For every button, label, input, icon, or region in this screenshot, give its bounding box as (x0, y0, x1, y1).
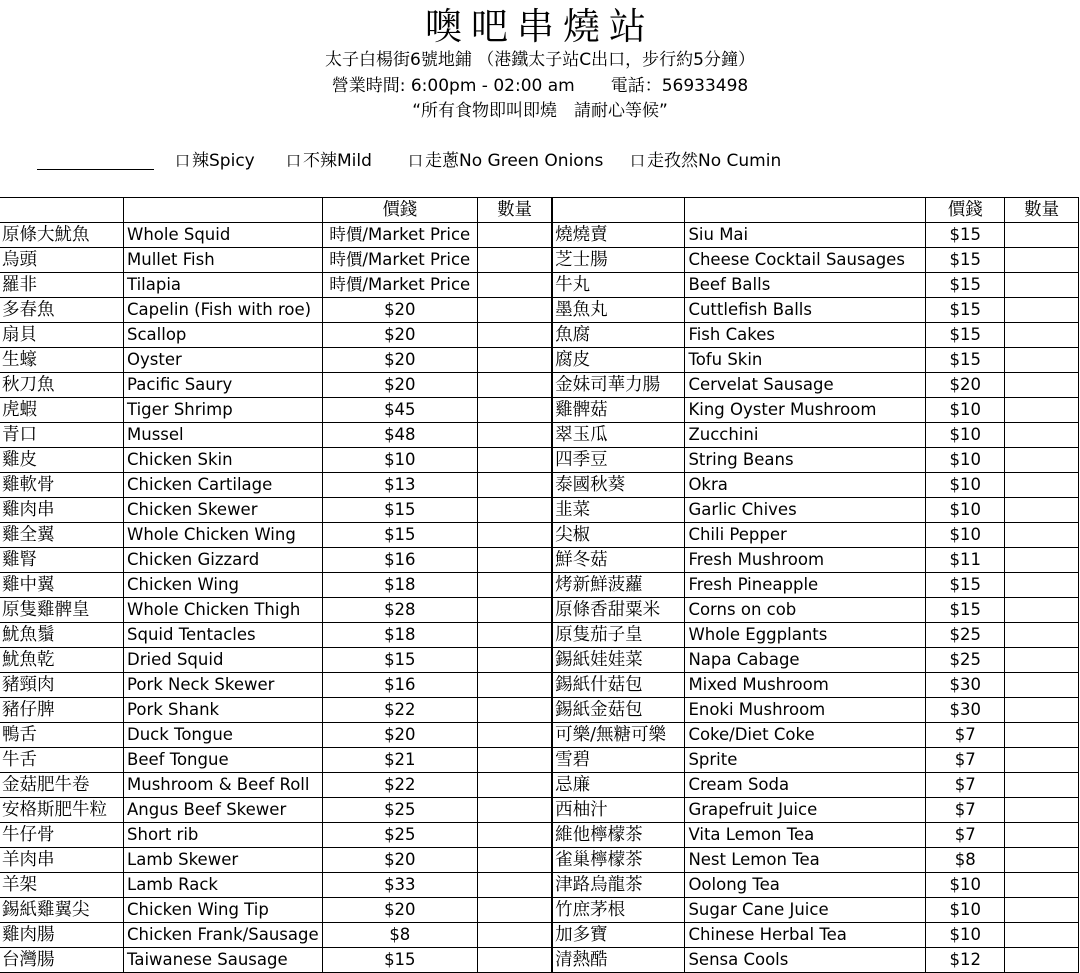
table-header-row (0, 198, 1079, 223)
table-row (0, 223, 1079, 248)
item-name-en: String Beans (685, 448, 926, 473)
item-name-en: Lamb Rack (124, 873, 323, 898)
item-name-zh: 魷魚鬚 (0, 623, 124, 648)
item-name-en: Sprite (685, 748, 926, 773)
quantity-cell[interactable] (1005, 673, 1079, 698)
quantity-cell[interactable] (478, 948, 553, 973)
item-name-en: Chicken Skewer (124, 498, 323, 523)
item-name-en: Oolong Tea (685, 873, 926, 898)
quantity-cell[interactable] (1005, 248, 1079, 273)
item-price: $12 (926, 948, 1005, 973)
quantity-cell[interactable] (478, 448, 553, 473)
notice-line: “所有食物即叫即燒 請耐心等候” (412, 101, 668, 121)
item-name-en: Duck Tongue (124, 723, 323, 748)
item-name-zh: 鮮冬菇 (552, 548, 685, 573)
item-name-en: Fresh Mushroom (685, 548, 926, 573)
item-name-zh: 烏頭 (0, 248, 124, 273)
item-name-zh: 金妹司華力腸 (552, 373, 685, 398)
item-price: $7 (926, 823, 1005, 848)
table-row (0, 398, 1079, 423)
price-header: 價錢 (926, 198, 1005, 223)
table-row (0, 573, 1079, 598)
item-name-zh: 雞皮 (0, 448, 124, 473)
item-name-zh: 金菇肥牛卷 (0, 773, 124, 798)
table-row (0, 898, 1079, 923)
quantity-cell[interactable] (1005, 648, 1079, 673)
item-name-zh: 雞中翼 (0, 573, 124, 598)
quantity-cell[interactable] (478, 848, 553, 873)
table-row (0, 298, 1079, 323)
quantity-cell[interactable] (478, 898, 553, 923)
item-name-zh: 西柚汁 (552, 798, 685, 823)
quantity-cell[interactable] (478, 223, 553, 248)
quantity-cell[interactable] (1005, 723, 1079, 748)
contact-line (0, 75, 1080, 97)
item-price: $15 (926, 248, 1005, 273)
table-row (0, 373, 1079, 398)
item-price: $15 (926, 273, 1005, 298)
item-name-zh: 雪碧 (552, 748, 685, 773)
quantity-cell[interactable] (478, 873, 553, 898)
item-price: $15 (322, 648, 477, 673)
item-name-en: Cuttlefish Balls (685, 298, 926, 323)
item-price: 時價/Market Price (322, 273, 477, 298)
table-row (0, 248, 1079, 273)
item-name-zh: 雞軟骨 (0, 473, 124, 498)
item-name-en: King Oyster Mushroom (685, 398, 926, 423)
item-name-en: Chili Pepper (685, 523, 926, 548)
quantity-cell[interactable] (1005, 598, 1079, 623)
item-price: $15 (322, 948, 477, 973)
item-name-zh: 生蠔 (0, 348, 124, 373)
table-row (0, 723, 1079, 748)
checkbox-icon[interactable]: 口 (175, 152, 191, 170)
item-name-zh: 維他檸檬茶 (552, 823, 685, 848)
quantity-cell[interactable] (478, 423, 553, 448)
item-name-en: Garlic Chives (685, 498, 926, 523)
item-name-en: Whole Chicken Wing (124, 523, 323, 548)
item-name-zh: 可樂/無糖可樂 (552, 723, 685, 748)
item-name-zh: 芝士腸 (552, 248, 685, 273)
item-name-zh: 腐皮 (552, 348, 685, 373)
item-name-zh: 鴨舌 (0, 723, 124, 748)
item-name-zh: 雞全翼 (0, 523, 124, 548)
quantity-cell[interactable] (1005, 923, 1079, 948)
quantity-cell[interactable] (478, 723, 553, 748)
item-name-zh: 津路烏龍茶 (552, 873, 685, 898)
item-name-en: Sensa Cools (685, 948, 926, 973)
item-name-zh: 尖椒 (552, 523, 685, 548)
item-name-zh: 魚腐 (552, 323, 685, 348)
item-price: $20 (322, 898, 477, 923)
quantity-cell[interactable] (478, 823, 553, 848)
item-name-en: Siu Mai (685, 223, 926, 248)
item-name-en: Chicken Wing (124, 573, 323, 598)
order-options (0, 148, 1080, 174)
quantity-cell[interactable] (478, 398, 553, 423)
quantity-cell[interactable] (1005, 773, 1079, 798)
item-name-zh: 原條香甜粟米 (552, 598, 685, 623)
quantity-header: 數量 (1005, 198, 1079, 223)
item-price: $30 (926, 698, 1005, 723)
item-price: 時價/Market Price (322, 223, 477, 248)
item-name-zh: 清熱酷 (552, 948, 685, 973)
table-number-blank[interactable] (37, 169, 154, 170)
item-name-zh: 羅非 (0, 273, 124, 298)
item-name-zh: 台灣腸 (0, 948, 124, 973)
quantity-cell[interactable] (1005, 448, 1079, 473)
item-name-en: Tilapia (124, 273, 323, 298)
item-name-en: Mullet Fish (124, 248, 323, 273)
quantity-cell[interactable] (478, 923, 553, 948)
item-price: $16 (322, 673, 477, 698)
item-price: $10 (926, 423, 1005, 448)
table-row (0, 323, 1079, 348)
item-name-zh: 青口 (0, 423, 124, 448)
item-price: $18 (322, 623, 477, 648)
item-name-zh: 錫紙金菇包 (552, 698, 685, 723)
item-name-zh: 雞肉腸 (0, 923, 124, 948)
item-price: $13 (322, 473, 477, 498)
item-name-en: Lamb Skewer (124, 848, 323, 873)
quantity-cell[interactable] (1005, 223, 1079, 248)
item-price: $25 (926, 623, 1005, 648)
item-name-en: Chinese Herbal Tea (685, 923, 926, 948)
quantity-cell[interactable] (478, 348, 553, 373)
item-name-en: Vita Lemon Tea (685, 823, 926, 848)
item-name-en: Chicken Gizzard (124, 548, 323, 573)
item-name-zh: 多春魚 (0, 298, 124, 323)
quantity-cell[interactable] (478, 673, 553, 698)
table-row (0, 598, 1079, 623)
item-price: $15 (322, 523, 477, 548)
table-row (0, 548, 1079, 573)
item-price: $20 (322, 848, 477, 873)
item-name-zh: 泰國秋葵 (552, 473, 685, 498)
item-name-zh: 羊架 (0, 873, 124, 898)
item-name-zh: 牛舌 (0, 748, 124, 773)
item-name-en: Napa Cabage (685, 648, 926, 673)
item-price: $15 (322, 498, 477, 523)
item-name-en: Chicken Cartilage (124, 473, 323, 498)
item-name-en: Taiwanese Sausage (124, 948, 323, 973)
item-price: $45 (322, 398, 477, 423)
item-name-en: Zucchini (685, 423, 926, 448)
quantity-cell[interactable] (1005, 698, 1079, 723)
item-name-zh: 豬仔脾 (0, 698, 124, 723)
quantity-cell[interactable] (1005, 423, 1079, 448)
item-name-en: Beef Balls (685, 273, 926, 298)
item-name-en: Scallop (124, 323, 323, 348)
item-price: $25 (926, 648, 1005, 673)
table-row (0, 523, 1079, 548)
quantity-cell[interactable] (478, 523, 553, 548)
item-price: $15 (926, 598, 1005, 623)
item-price: $15 (926, 573, 1005, 598)
item-price: $48 (322, 423, 477, 448)
item-price: $22 (322, 698, 477, 723)
item-name-en: Okra (685, 473, 926, 498)
item-name-en: Corns on cob (685, 598, 926, 623)
quantity-cell[interactable] (1005, 548, 1079, 573)
item-price: $20 (322, 723, 477, 748)
item-price: 時價/Market Price (322, 248, 477, 273)
item-price: $20 (322, 323, 477, 348)
quantity-cell[interactable] (1005, 748, 1079, 773)
item-name-zh: 牛丸 (552, 273, 685, 298)
table-row (0, 473, 1079, 498)
item-name-zh: 加多寶 (552, 923, 685, 948)
item-name-zh: 忌廉 (552, 773, 685, 798)
item-name-en: Chicken Frank/Sausage (124, 923, 323, 948)
item-name-en: Pork Shank (124, 698, 323, 723)
checkbox-icon[interactable]: 口 (630, 152, 646, 170)
item-price: $15 (926, 223, 1005, 248)
item-price: $25 (322, 823, 477, 848)
quantity-cell[interactable] (478, 373, 553, 398)
item-name-zh: 豬頸肉 (0, 673, 124, 698)
phone-number: 電話：56933498 (610, 76, 749, 96)
quantity-cell[interactable] (1005, 848, 1079, 873)
item-name-en: Nest Lemon Tea (685, 848, 926, 873)
table-row (0, 673, 1079, 698)
item-name-en: Tiger Shrimp (124, 398, 323, 423)
item-price: $15 (926, 323, 1005, 348)
item-price: $15 (926, 348, 1005, 373)
item-name-zh: 韭菜 (552, 498, 685, 523)
item-price: $7 (926, 773, 1005, 798)
quantity-cell[interactable] (478, 648, 553, 673)
quantity-cell[interactable] (1005, 398, 1079, 423)
item-price: $20 (322, 298, 477, 323)
item-name-zh: 錫紙娃娃菜 (552, 648, 685, 673)
item-name-zh: 錫紙雞翼尖 (0, 898, 124, 923)
table-row (0, 948, 1079, 973)
item-name-zh: 羊肉串 (0, 848, 124, 873)
table-row (0, 748, 1079, 773)
item-name-en: Cream Soda (685, 773, 926, 798)
quantity-cell[interactable] (1005, 273, 1079, 298)
table-row (0, 423, 1079, 448)
table-row (0, 773, 1079, 798)
quantity-cell[interactable] (1005, 898, 1079, 923)
table-row (0, 448, 1079, 473)
item-price: $10 (926, 498, 1005, 523)
opening-hours: 營業時間: 6:00pm - 02:00 am (331, 76, 575, 96)
quantity-cell[interactable] (1005, 798, 1079, 823)
item-name-en: Short rib (124, 823, 323, 848)
item-name-zh: 雀巢檸檬茶 (552, 848, 685, 873)
item-name-en: Chicken Wing Tip (124, 898, 323, 923)
item-price: $22 (322, 773, 477, 798)
item-name-en: Cervelat Sausage (685, 373, 926, 398)
quantity-cell[interactable] (1005, 523, 1079, 548)
item-name-zh: 扇貝 (0, 323, 124, 348)
quantity-cell[interactable] (478, 748, 553, 773)
item-name-en: Mixed Mushroom (685, 673, 926, 698)
quantity-cell[interactable] (478, 573, 553, 598)
item-price: $10 (926, 898, 1005, 923)
item-price: $28 (322, 598, 477, 623)
item-name-zh: 秋刀魚 (0, 373, 124, 398)
item-name-en: Sugar Cane Juice (685, 898, 926, 923)
item-price: $25 (322, 798, 477, 823)
quantity-cell[interactable] (478, 548, 553, 573)
item-price: $7 (926, 723, 1005, 748)
quantity-cell[interactable] (478, 773, 553, 798)
item-price: $30 (926, 673, 1005, 698)
option-mild[interactable]: 口 不辣Mild (286, 151, 372, 171)
item-price: $10 (926, 473, 1005, 498)
item-name-zh: 原隻雞髀皇 (0, 598, 124, 623)
option-spicy[interactable]: 口 辣Spicy (175, 151, 255, 171)
item-name-zh: 牛仔骨 (0, 823, 124, 848)
checkbox-icon[interactable]: 口 (286, 152, 302, 170)
item-name-en: Pork Neck Skewer (124, 673, 323, 698)
item-price: $15 (926, 298, 1005, 323)
item-price: $8 (322, 923, 477, 948)
item-name-en: Fresh Pineapple (685, 573, 926, 598)
item-name-zh: 四季豆 (552, 448, 685, 473)
quantity-cell[interactable] (1005, 623, 1079, 648)
item-name-en: Squid Tentacles (124, 623, 323, 648)
table-row (0, 348, 1079, 373)
item-name-zh: 烤新鮮菠蘿 (552, 573, 685, 598)
quantity-cell[interactable] (1005, 373, 1079, 398)
table-row (0, 648, 1079, 673)
item-price: $10 (926, 523, 1005, 548)
item-name-zh: 魷魚乾 (0, 648, 124, 673)
item-name-zh: 原隻茄子皇 (552, 623, 685, 648)
table-row (0, 273, 1079, 298)
item-name-en: Enoki Mushroom (685, 698, 926, 723)
quantity-cell[interactable] (478, 798, 553, 823)
address-line: 太子白楊街6號地鋪 （港鐵太子站C出口，步行約5分鐘） (325, 50, 755, 70)
quantity-cell[interactable] (478, 473, 553, 498)
item-name-zh: 雞肉串 (0, 498, 124, 523)
item-price: $18 (322, 573, 477, 598)
item-name-en: Whole Eggplants (685, 623, 926, 648)
item-name-en: Whole Squid (124, 223, 323, 248)
item-price: $16 (322, 548, 477, 573)
item-price: $20 (926, 373, 1005, 398)
item-name-en: Coke/Diet Coke (685, 723, 926, 748)
price-header: 價錢 (322, 198, 477, 223)
item-name-en: Mussel (124, 423, 323, 448)
item-name-zh: 安格斯肥牛粒 (0, 798, 124, 823)
item-price: $10 (926, 448, 1005, 473)
quantity-cell[interactable] (478, 598, 553, 623)
menu-table (0, 197, 1079, 973)
item-name-en: Mushroom & Beef Roll (124, 773, 323, 798)
item-name-en: Fish Cakes (685, 323, 926, 348)
table-row (0, 823, 1079, 848)
item-price: $10 (322, 448, 477, 473)
item-name-zh: 墨魚丸 (552, 298, 685, 323)
item-price: $33 (322, 873, 477, 898)
item-name-en: Beef Tongue (124, 748, 323, 773)
item-name-en: Tofu Skin (685, 348, 926, 373)
item-name-en: Angus Beef Skewer (124, 798, 323, 823)
table-row (0, 498, 1079, 523)
quantity-cell[interactable] (1005, 873, 1079, 898)
item-name-en: Oyster (124, 348, 323, 373)
item-price: $21 (322, 748, 477, 773)
checkbox-icon[interactable]: 口 (408, 152, 424, 170)
quantity-cell[interactable] (1005, 298, 1079, 323)
quantity-cell[interactable] (478, 498, 553, 523)
item-price: $10 (926, 873, 1005, 898)
quantity-cell[interactable] (1005, 948, 1079, 973)
item-name-zh: 雞髀菇 (552, 398, 685, 423)
table-row (0, 698, 1079, 723)
item-name-zh: 燒燒賣 (552, 223, 685, 248)
quantity-cell[interactable] (478, 298, 553, 323)
option-no-green-onions[interactable]: 口 走蔥No Green Onions (408, 151, 604, 171)
quantity-cell[interactable] (1005, 823, 1079, 848)
option-no-cumin[interactable]: 口 走孜然No Cumin (630, 151, 782, 171)
item-price: $7 (926, 748, 1005, 773)
item-name-zh: 虎蝦 (0, 398, 124, 423)
quantity-cell[interactable] (478, 698, 553, 723)
table-row (0, 623, 1079, 648)
table-row (0, 848, 1079, 873)
item-name-en: Whole Chicken Thigh (124, 598, 323, 623)
item-name-en: Grapefruit Juice (685, 798, 926, 823)
table-row (0, 798, 1079, 823)
table-row (0, 923, 1079, 948)
quantity-cell[interactable] (478, 248, 553, 273)
quantity-cell[interactable] (478, 623, 553, 648)
quantity-cell[interactable] (478, 323, 553, 348)
table-row (0, 873, 1079, 898)
item-price: $11 (926, 548, 1005, 573)
item-price: $10 (926, 398, 1005, 423)
quantity-header: 數量 (478, 198, 553, 223)
item-name-en: Pacific Saury (124, 373, 323, 398)
item-name-zh: 錫紙什菇包 (552, 673, 685, 698)
item-price: $8 (926, 848, 1005, 873)
item-name-en: Dried Squid (124, 648, 323, 673)
item-name-zh: 雞腎 (0, 548, 124, 573)
quantity-cell[interactable] (1005, 473, 1079, 498)
quantity-cell[interactable] (1005, 323, 1079, 348)
item-price: $7 (926, 798, 1005, 823)
item-name-en: Cheese Cocktail Sausages (685, 248, 926, 273)
item-name-zh: 翠玉瓜 (552, 423, 685, 448)
quantity-cell[interactable] (478, 273, 553, 298)
item-price: $20 (322, 348, 477, 373)
item-name-zh: 竹庶茅根 (552, 898, 685, 923)
restaurant-title: 噢吧串燒站 (425, 5, 655, 48)
quantity-cell[interactable] (1005, 498, 1079, 523)
item-price: $20 (322, 373, 477, 398)
item-name-en: Chicken Skin (124, 448, 323, 473)
quantity-cell[interactable] (1005, 348, 1079, 373)
quantity-cell[interactable] (1005, 573, 1079, 598)
item-name-en: Capelin (Fish with roe) (124, 298, 323, 323)
item-price: $10 (926, 923, 1005, 948)
item-name-zh: 原條大魷魚 (0, 223, 124, 248)
